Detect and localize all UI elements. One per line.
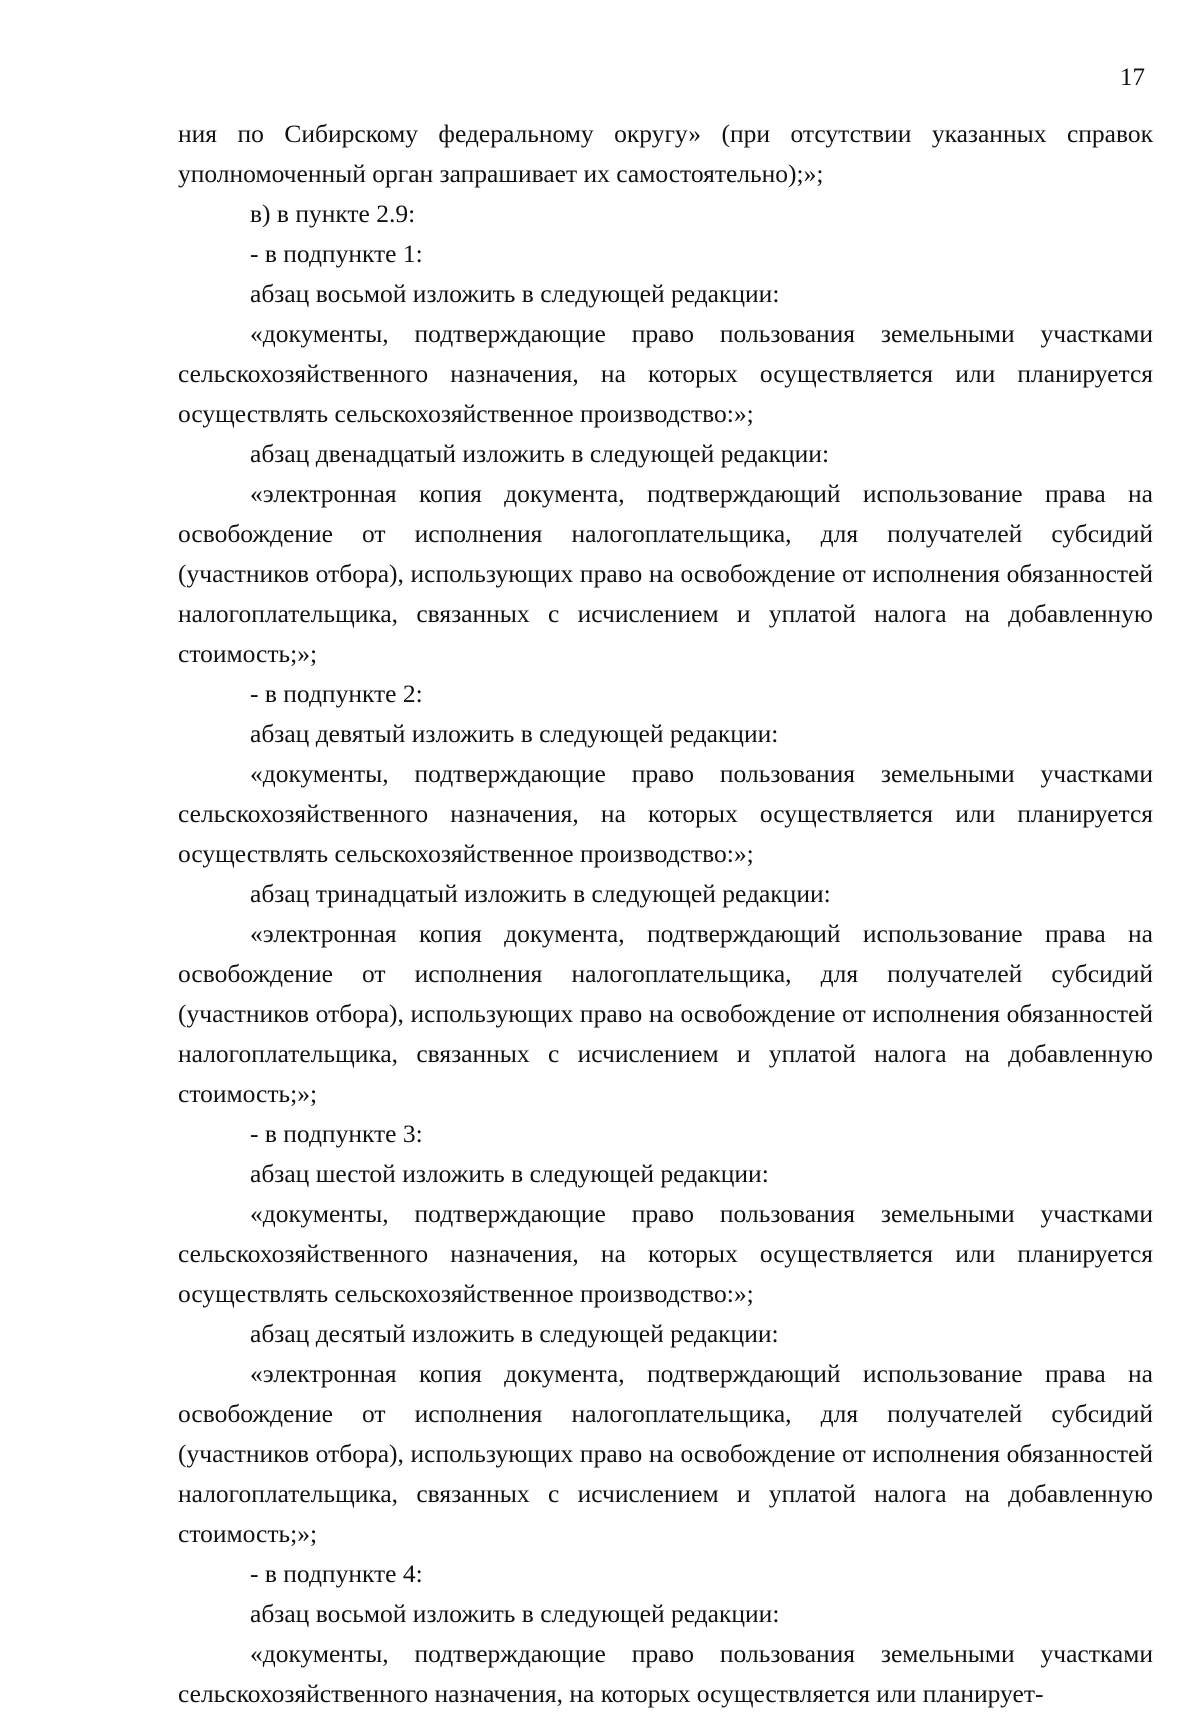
paragraph-instruction: абзац шестой изложить в следующей редакции: <box>250 1159 769 1188</box>
paragraph-quote-documents: «документы, подтверждающие право пользования земельными участками сельскохозяйственного назначения, на которых осуществляется или планирует- <box>178 1639 1153 1708</box>
paragraph-instruction: абзац двенадцатый изложить в следующей редакции: <box>250 439 830 468</box>
paragraph-quote-electronic-copy: «электронная копия документа, подтверждающий использование права на освобождение от исполнения налогоплательщика, для получателей субсидий (участников отбора), использующих право на освобождение от исполнения обязанностей налогоплательщика, связанных с исчислением и уплатой налога на добавленную стоимость;»; <box>178 919 1153 1108</box>
paragraph-instruction: абзац десятый изложить в следующей редакции: <box>250 1319 779 1348</box>
page-number: 17 <box>1120 64 1145 91</box>
paragraph-item-v: в) в пункте 2.9: <box>250 199 416 228</box>
paragraph-quote-electronic-copy: «электронная копия документа, подтверждающий использование права на освобождение от исполнения налогоплательщика, для получателей субсидий (участников отбора), использующих право на освобождение от исполнения обязанностей налогоплательщика, связанных с исчислением и уплатой налога на добавленную стоимость;»; <box>178 1359 1153 1548</box>
paragraph-quote-documents: «документы, подтверждающие право пользования земельными участками сельскохозяйственного назначения, на которых осуществляется или планируется осуществлять сельскохозяйственное производство:»; <box>178 319 1153 428</box>
paragraph-quote-electronic-copy: «электронная копия документа, подтверждающий использование права на освобождение от исполнения налогоплательщика, для получателей субсидий (участников отбора), использующих право на освобождение от исполнения обязанностей налогоплательщика, связанных с исчислением и уплатой налога на добавленную стоимость;»; <box>178 479 1153 668</box>
paragraph-subitem-1: - в подпункте 1: <box>250 239 423 268</box>
document-body <box>178 114 1153 1714</box>
paragraph-subitem-3: - в подпункте 3: <box>250 1119 423 1148</box>
paragraph-quote-documents: «документы, подтверждающие право пользования земельными участками сельскохозяйственного назначения, на которых осуществляется или планируется осуществлять сельскохозяйственное производство:»; <box>178 759 1153 868</box>
paragraph-subitem-2: - в подпункте 2: <box>250 679 423 708</box>
paragraph-continuation: ния по Сибирскому федеральному округу» (при отсутствии указанных справок уполномоченный орган запрашивает их самостоятельно);»; <box>178 119 1153 188</box>
paragraph-instruction: абзац восьмой изложить в следующей редакции: <box>250 279 780 308</box>
paragraph-instruction: абзац девятый изложить в следующей редакции: <box>250 719 779 748</box>
paragraph-quote-documents: «документы, подтверждающие право пользования земельными участками сельскохозяйственного назначения, на которых осуществляется или планируется осуществлять сельскохозяйственное производство:»; <box>178 1199 1153 1308</box>
paragraph-subitem-4: - в подпункте 4: <box>250 1559 423 1588</box>
paragraph-instruction: абзац тринадцатый изложить в следующей редакции: <box>250 879 831 908</box>
paragraph-instruction: абзац восьмой изложить в следующей редакции: <box>250 1599 780 1628</box>
